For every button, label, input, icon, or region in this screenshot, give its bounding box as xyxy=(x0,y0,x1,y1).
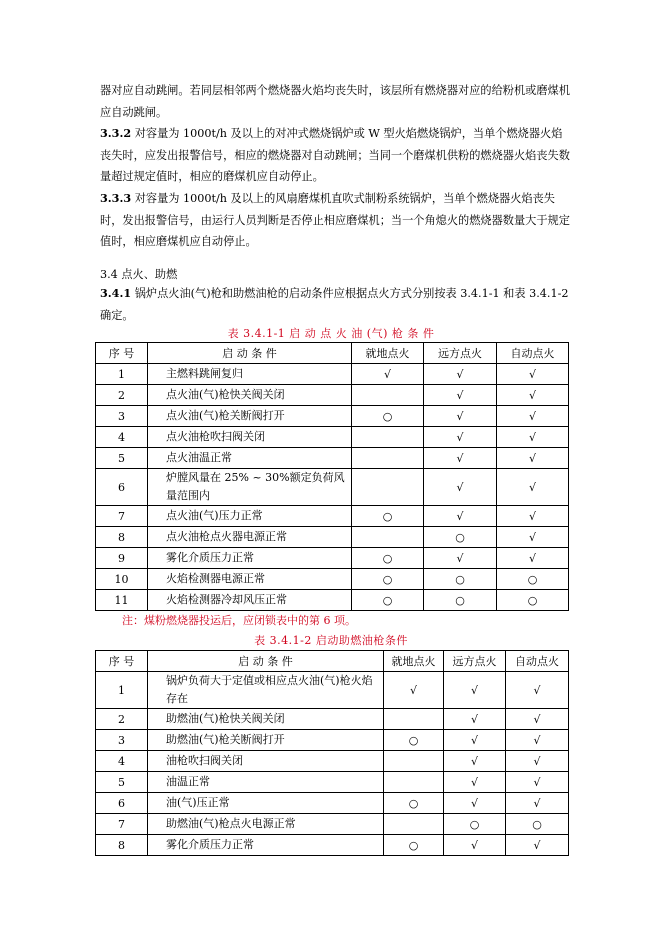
column-header: 序 号 xyxy=(96,343,148,364)
condition-cell: 油温正常 xyxy=(148,772,384,793)
condition-cell: 锅炉负荷大于定值或相应点火油(气)枪火焰存在 xyxy=(148,672,384,709)
condition-cell: 火焰检测器冷却风压正常 xyxy=(148,590,352,611)
condition-cell: 火焰检测器电源正常 xyxy=(148,569,352,590)
mode-mark-cell: √ xyxy=(424,427,497,448)
table-row xyxy=(96,506,569,527)
table-row xyxy=(96,709,569,730)
mode-mark-cell: √ xyxy=(497,385,569,406)
condition-cell: 雾化介质压力正常 xyxy=(148,835,384,856)
mode-mark-cell: ○ xyxy=(352,590,424,611)
table-row xyxy=(96,793,569,814)
row-number-cell: 9 xyxy=(96,548,148,569)
table-row xyxy=(96,672,569,709)
row-number-cell: 5 xyxy=(96,772,148,793)
mode-mark-cell: ○ xyxy=(352,506,424,527)
mode-mark-cell: ○ xyxy=(384,730,444,751)
mode-mark-cell xyxy=(352,385,424,406)
row-number-cell: 10 xyxy=(96,569,148,590)
mode-mark-cell xyxy=(384,751,444,772)
mode-mark-cell: √ xyxy=(444,709,506,730)
mode-mark-cell: √ xyxy=(506,772,569,793)
table-row xyxy=(96,406,569,427)
condition-cell: 油(气)压正常 xyxy=(148,793,384,814)
mode-mark-cell: ○ xyxy=(497,569,569,590)
clause-number: 3.4.1 xyxy=(100,286,132,300)
clause-number: 3.3.2 xyxy=(100,126,132,140)
mode-mark-cell: √ xyxy=(506,751,569,772)
mode-mark-cell: ○ xyxy=(506,814,569,835)
mode-mark-cell: ○ xyxy=(384,835,444,856)
table-row xyxy=(96,469,569,506)
condition-cell: 点火油(气)枪快关阀关闭 xyxy=(148,385,352,406)
mode-mark-cell: √ xyxy=(424,406,497,427)
mode-mark-cell: √ xyxy=(424,506,497,527)
table-row xyxy=(96,590,569,611)
mode-mark-cell: √ xyxy=(506,709,569,730)
column-header: 自动点火 xyxy=(506,651,569,672)
mode-mark-cell xyxy=(384,772,444,793)
table-row xyxy=(96,835,569,856)
mode-mark-cell: √ xyxy=(506,793,569,814)
row-number-cell: 2 xyxy=(96,385,148,406)
condition-cell: 点火油(气)枪关断阀打开 xyxy=(148,406,352,427)
condition-cell: 雾化介质压力正常 xyxy=(148,548,352,569)
row-number-cell: 7 xyxy=(96,814,148,835)
mode-mark-cell: ○ xyxy=(352,406,424,427)
table1-note: 注：煤粉燃烧器投运后，应闭锁表中的第 6 项。 xyxy=(122,614,356,627)
row-number-cell: 7 xyxy=(96,506,148,527)
mode-mark-cell: √ xyxy=(424,385,497,406)
mode-mark-cell: √ xyxy=(497,448,569,469)
mode-mark-cell: ○ xyxy=(384,793,444,814)
mode-mark-cell: √ xyxy=(384,672,444,709)
table-row xyxy=(96,527,569,548)
mode-mark-cell: √ xyxy=(352,364,424,385)
paragraph-continuation: 器对应自动跳闸。若同层相邻两个燃烧器火焰均丧失时，该层所有燃烧器对应的给粉机或磨煤机应自动跳闸。 xyxy=(100,84,570,119)
row-number-cell: 6 xyxy=(96,793,148,814)
condition-cell: 点火油枪点火器电源正常 xyxy=(148,527,352,548)
table2 xyxy=(95,650,569,856)
table-header-row xyxy=(96,651,569,672)
mode-mark-cell: √ xyxy=(444,772,506,793)
table-row xyxy=(96,751,569,772)
row-number-cell: 11 xyxy=(96,590,148,611)
condition-cell: 助燃油(气)枪点火电源正常 xyxy=(148,814,384,835)
column-header: 序 号 xyxy=(96,651,148,672)
column-header: 远方点火 xyxy=(444,651,506,672)
row-number-cell: 8 xyxy=(96,835,148,856)
mode-mark-cell: √ xyxy=(444,730,506,751)
mode-mark-cell: ○ xyxy=(352,569,424,590)
mode-mark-cell: √ xyxy=(444,835,506,856)
mode-mark-cell: ○ xyxy=(424,569,497,590)
mode-mark-cell: ○ xyxy=(424,527,497,548)
column-header: 自动点火 xyxy=(497,343,569,364)
row-number-cell: 1 xyxy=(96,364,148,385)
table-row xyxy=(96,385,569,406)
mode-mark-cell xyxy=(352,427,424,448)
condition-cell: 点火油枪吹扫阀关闭 xyxy=(148,427,352,448)
table-row xyxy=(96,364,569,385)
row-number-cell: 5 xyxy=(96,448,148,469)
row-number-cell: 6 xyxy=(96,469,148,506)
mode-mark-cell: √ xyxy=(506,730,569,751)
mode-mark-cell: ○ xyxy=(444,814,506,835)
mode-mark-cell: √ xyxy=(444,793,506,814)
condition-cell: 点火油温正常 xyxy=(148,448,352,469)
paragraph-3-3-3: 3.3.3 对容量为 1000t/h 及以上的风扇磨煤机直吹式制粉系统锅炉，当单个燃烧器火焰丧失时，发出报警信号，由运行人员判断是否停止相应磨煤机；当一个角熄火的燃烧器数量大于规定值时，相应磨煤机应自动停止。 xyxy=(100,191,570,248)
condition-cell: 油枪吹扫阀关闭 xyxy=(148,751,384,772)
column-header: 就地点火 xyxy=(384,651,444,672)
column-header: 启 动 条 件 xyxy=(148,343,352,364)
mode-mark-cell: √ xyxy=(424,548,497,569)
mode-mark-cell: ○ xyxy=(352,548,424,569)
table-row xyxy=(96,569,569,590)
table-row xyxy=(96,772,569,793)
clause-number: 3.3.3 xyxy=(100,191,132,205)
paragraph-3-4-1: 3.4.1 锅炉点火油(气)枪和助燃油枪的启动条件应根据点火方式分别按表 3.4.1-1 和表 3.4.1-2 确定。 xyxy=(100,286,569,322)
row-number-cell: 8 xyxy=(96,527,148,548)
mode-mark-cell xyxy=(352,527,424,548)
column-header: 就地点火 xyxy=(352,343,424,364)
mode-mark-cell: √ xyxy=(424,469,497,506)
condition-cell: 主燃料跳闸复归 xyxy=(148,364,352,385)
condition-cell: 炉膛风量在 25% ~ 30%额定负荷风量范围内 xyxy=(148,469,352,506)
mode-mark-cell: ○ xyxy=(497,590,569,611)
mode-mark-cell: √ xyxy=(497,527,569,548)
condition-cell: 点火油(气)压力正常 xyxy=(148,506,352,527)
mode-mark-cell xyxy=(352,448,424,469)
mode-mark-cell xyxy=(384,814,444,835)
row-number-cell: 3 xyxy=(96,406,148,427)
table-row xyxy=(96,548,569,569)
row-number-cell: 4 xyxy=(96,427,148,448)
mode-mark-cell: √ xyxy=(444,751,506,772)
mode-mark-cell: √ xyxy=(424,448,497,469)
table1 xyxy=(95,342,569,611)
section-heading: 3.4 点火、助燃 xyxy=(100,268,178,281)
table1-caption: 表 3.4.1-1 启 动 点 火 油 (气) 枪 条 件 xyxy=(227,327,435,340)
condition-cell: 助燃油(气)枪关断阀打开 xyxy=(148,730,384,751)
mode-mark-cell: √ xyxy=(497,427,569,448)
mode-mark-cell: √ xyxy=(497,406,569,427)
mode-mark-cell: √ xyxy=(497,364,569,385)
row-number-cell: 1 xyxy=(96,672,148,709)
mode-mark-cell: √ xyxy=(506,672,569,709)
mode-mark-cell xyxy=(352,469,424,506)
row-number-cell: 2 xyxy=(96,709,148,730)
mode-mark-cell: √ xyxy=(424,364,497,385)
paragraph-3-3-2: 3.3.2 对容量为 1000t/h 及以上的对冲式燃烧锅炉或 W 型火焰燃烧锅炉，当单个燃烧器火焰丧失时，应发出报警信号，相应的燃烧器对自动跳闸；当同一个磨煤机供粉的燃烧器火焰丧失数量超过规定值时，相应的磨煤机应自动停止。 xyxy=(100,126,570,183)
table-row xyxy=(96,427,569,448)
mode-mark-cell xyxy=(384,709,444,730)
table-row xyxy=(96,448,569,469)
row-number-cell: 3 xyxy=(96,730,148,751)
mode-mark-cell: √ xyxy=(497,506,569,527)
condition-cell: 助燃油(气)枪快关阀关闭 xyxy=(148,709,384,730)
row-number-cell: 4 xyxy=(96,751,148,772)
mode-mark-cell: ○ xyxy=(424,590,497,611)
table2-caption: 表 3.4.1-2 启动助燃油枪条件 xyxy=(254,634,408,647)
mode-mark-cell: √ xyxy=(506,835,569,856)
table-row xyxy=(96,814,569,835)
mode-mark-cell: √ xyxy=(497,548,569,569)
mode-mark-cell: √ xyxy=(497,469,569,506)
table-header-row xyxy=(96,343,569,364)
column-header: 启 动 条 件 xyxy=(148,651,384,672)
table-row xyxy=(96,730,569,751)
column-header: 远方点火 xyxy=(424,343,497,364)
mode-mark-cell: √ xyxy=(444,672,506,709)
